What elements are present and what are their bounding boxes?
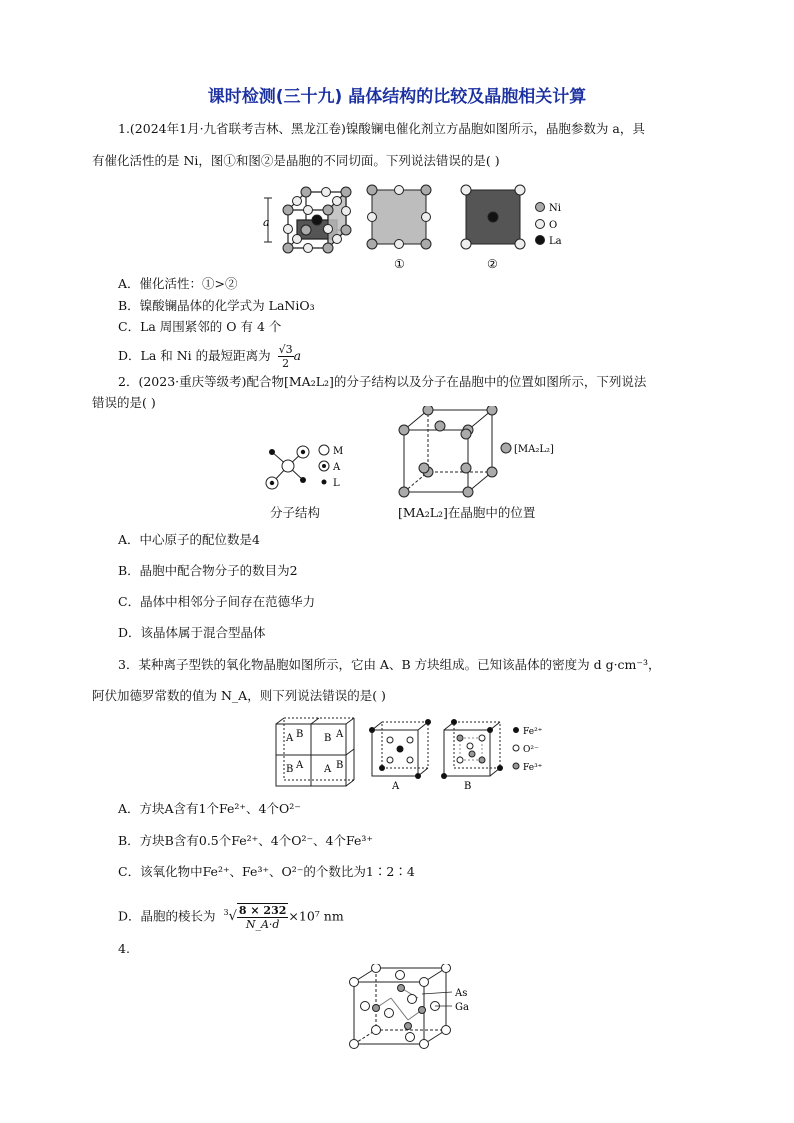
q3-figure [272,716,562,792]
q1-legend-la: La [549,236,562,247]
q2-cell-legend-dot [501,443,511,453]
q3-legend [513,727,543,773]
q1-option-d-denominator: 2 [282,357,290,370]
q1-option-d-text: D．La 和 Ni 的最短距离为 [118,348,271,363]
svg-text:A: A [296,760,304,771]
q3-option-a: A．方块A含有1个Fe²⁺、4个O²⁻ [118,801,301,816]
q1-legend-ni: Ni [549,203,561,214]
q3-grid-labels [285,729,344,775]
q2-atom-l-1 [269,449,275,455]
q2-caption-left: 分子结构 [270,505,321,520]
q2-stem-line1: 2．(2023·重庆等级考)配合物[MA₂L₂]的分子结构以及分子在晶胞中的位置如图所示，下列说法 [118,374,647,389]
q3-label-b: B [464,781,472,792]
page-title: 课时检测(三十九) 晶体结构的比较及晶胞相关计算 [207,87,587,107]
svg-text:B: B [286,764,294,775]
q3-stem-line2: 阿伏加德罗常数的值为 N_A，则下列说法错误的是( ) [92,688,386,703]
q4-as-atoms [373,985,426,1030]
q2-atom-m [282,460,294,472]
q2-stem-line2: 错误的是( ) [92,395,156,410]
q3-label-a: A [392,781,400,792]
svg-text:A: A [336,729,344,740]
q3-block-a [369,719,431,779]
q3-option-d-text: D．晶胞的棱长为 [118,908,216,924]
q1-stem-line2: 有催化活性的是 Ni，图①和图②是晶胞的不同切面。下列说法错误的是( ) [92,153,500,168]
q2-legend-m: M [333,446,344,457]
q1-stem-line1: 1.(2024年1月·九省联考吉林、黑龙江卷)镍酸镧电催化剂立方晶胞如图所示，晶胞参数为 a，具 [118,121,645,136]
q1-option-c: C．La 周围紧邻的 O 有 4 个 [118,319,282,334]
q1-legend [536,203,562,248]
q4-figure [346,964,486,1052]
q2-cell-figure [394,406,574,498]
q2-legend-a: A [333,462,341,473]
q3-block-b [441,719,503,779]
q1-figure [258,180,578,274]
q1-legend-o: O [549,220,558,231]
q1-option-d-numerator: √3 [278,343,293,356]
q3-legend-fe2: Fe²⁺ [523,727,543,737]
q2-atom-l-2 [300,477,306,483]
q4-number: 4. [118,941,130,956]
svg-text:B: B [324,733,332,744]
q2-option-a: A．中心原子的配位数是4 [118,532,260,547]
q1-option-b: B．镍酸镧晶体的化学式为 LaNiO₃ [118,298,315,313]
q2-option-d: D．该晶体属于混合型晶体 [118,625,266,640]
q3-option-b: B．方块B含有0.5个Fe²⁺、4个O²⁻、4个Fe³⁺ [118,833,374,848]
q2-caption-right: [MA₂L₂]在晶胞中的位置 [398,505,536,520]
q3-option-c: C．该氧化物中Fe²⁺、Fe³⁺、O²⁻的个数比为1∶2∶4 [118,864,415,879]
q1-section-1-label: ① [394,257,405,271]
q2-option-c: C．晶体中相邻分子间存在范德华力 [118,594,316,609]
q3-legend-o2: O²⁻ [523,745,539,755]
q1-option-a: A．催化活性：①>② [118,276,238,291]
svg-text:B: B [296,729,304,740]
q2-option-b: B．晶胞中配合物分子的数目为2 [118,563,298,578]
q3-option-d: D．晶胞的棱长为 $^3$√ $\frac{8 \times 232}{N\_A\cdot d}$ ×10⁷ nm [118,904,344,931]
q2-molecule-figure [258,440,348,500]
q3-option-d-denominator: N_A·d [245,918,280,931]
q1-section-1 [367,185,431,249]
q3-legend-fe3: Fe³⁺ [523,763,543,773]
q3-option-d-root-index: 3 [223,908,229,918]
q1-section-2 [461,185,525,249]
q1-param-a: a [263,216,270,229]
q2-cell-legend: [MA₂L₂] [514,444,554,455]
q3-option-d-suffix: ×10⁷ nm [288,908,344,924]
q1-section-2-label: ② [487,257,498,271]
q2-legend [319,445,343,489]
q3-stem-line1: 3．某种离子型铁的氧化物晶胞如图所示，它由 A、B 方块组成。已知该晶体的密度为 d g·cm⁻³， [118,657,661,672]
q4-legend-as: As [455,988,468,999]
q1-option-d [118,343,301,370]
q3-option-d-numerator: 8 × 232 [238,904,287,917]
svg-text:A: A [324,764,332,775]
q4-legend-ga: Ga [455,1002,469,1013]
q1-option-d-variable: a [293,348,302,363]
q2-legend-l: L [333,478,340,489]
svg-text:A: A [286,733,294,744]
svg-text:B: B [336,760,344,771]
